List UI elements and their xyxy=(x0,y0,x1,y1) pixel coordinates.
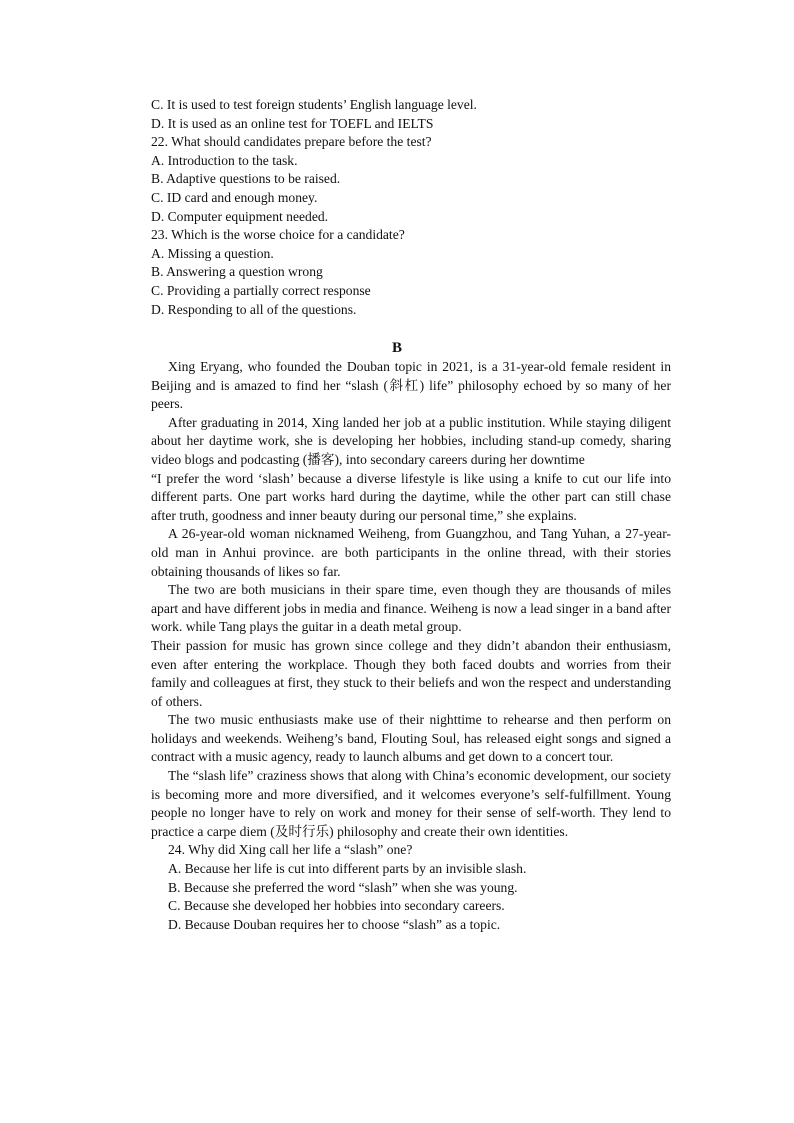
option-22a: A. Introduction to the task. xyxy=(151,152,298,168)
option-23c: C. Providing a partially correct response xyxy=(151,282,371,298)
option-21c: C. It is used to test foreign students’ English language level. xyxy=(151,97,477,112)
option-23b: B. Answering a question wrong xyxy=(151,264,323,280)
question-24-stem: 24. Why did Xing call her life a “slash” one? xyxy=(168,842,413,858)
paragraph: After graduating in 2014, Xing landed her job at a public institution. While staying diligent about her daytime work, she is developing her hobbies, including stand-up comedy, sharing video blogs and podcasting (播客), into secondary careers during her downtime xyxy=(151,414,671,467)
previous-questions-block xyxy=(151,96,671,319)
option-21d: D. It is used as an online test for TOEFL and IELTS xyxy=(151,115,434,131)
paragraph: Xing Eryang, who founded the Douban topic in 2021, is a 31-year-old female resident in Beijing and is amazed to find her “slash (斜杠) life” philosophy echoed by so many of her peers. xyxy=(151,359,671,412)
option-24a: A. Because her life is cut into different parts by an invisible slash. xyxy=(168,861,527,877)
option-24c: C. Because she developed her hobbies into secondary careers. xyxy=(168,898,505,914)
paragraph: The two are both musicians in their spare time, even though they are thousands of miles apart and have different jobs in media and finance. Weiheng is now a lead singer in a band after work. while Tang plays the guitar in a death metal group. xyxy=(151,582,671,635)
option-24b: B. Because she preferred the word “slash” when she was young. xyxy=(168,879,518,895)
question-23-stem: 23. Which is the worse choice for a candidate? xyxy=(151,227,405,243)
paragraph: A 26-year-old woman nicknamed Weiheng, from Guangzhou, and Tang Yuhan, a 27-year-old man in Anhui province. are both participants in the online thread, with their stories obtaining thousands of likes so far. xyxy=(151,526,671,579)
option-22b: B. Adaptive questions to be raised. xyxy=(151,171,341,187)
paragraph: The “slash life” craziness shows that along with China’s economic development, our society is becoming more and more diversified, and it welcomes everyone’s self-fulfillment. Young people no longer have to rely on work and money for their sense of self-worth. They lend to practice a carpe diem (及时行乐) philosophy and create their own identities. xyxy=(151,768,671,839)
paragraph: “I prefer the word ‘slash’ because a diverse lifestyle is like using a knife to cut our life into different parts. One part works hard during the daytime, while the other part can still chase after truth, goodness and inner beauty during our personal time,” she explains. xyxy=(151,470,671,523)
option-23d: D. Responding to all of the questions. xyxy=(151,301,357,317)
section-heading: B xyxy=(391,340,402,356)
question-22-stem: 22. What should candidates prepare before the test? xyxy=(151,134,432,150)
option-24d: D. Because Douban requires her to choose “slash” as a topic. xyxy=(168,916,501,932)
paragraph: Their passion for music has grown since college and they didn’t abandon their enthusiasm, even after entering the workplace. Though they both faced doubts and worries from their family and colleagues at first, they stuck to their beliefs and won the respect and understanding of others. xyxy=(151,637,671,709)
paragraph: The two music enthusiasts make use of their nighttime to rehearse and then perform on holidays and weekends. Weiheng’s band, Flouting Soul, has released eight songs and signed a contract with a music agency, ready to launch albums and get down to a concert tour. xyxy=(151,712,671,765)
option-22d: D. Computer equipment needed. xyxy=(151,208,329,224)
option-22c: C. ID card and enough money. xyxy=(151,189,318,205)
option-23a: A. Missing a question. xyxy=(151,245,274,261)
passage-b xyxy=(151,358,671,934)
